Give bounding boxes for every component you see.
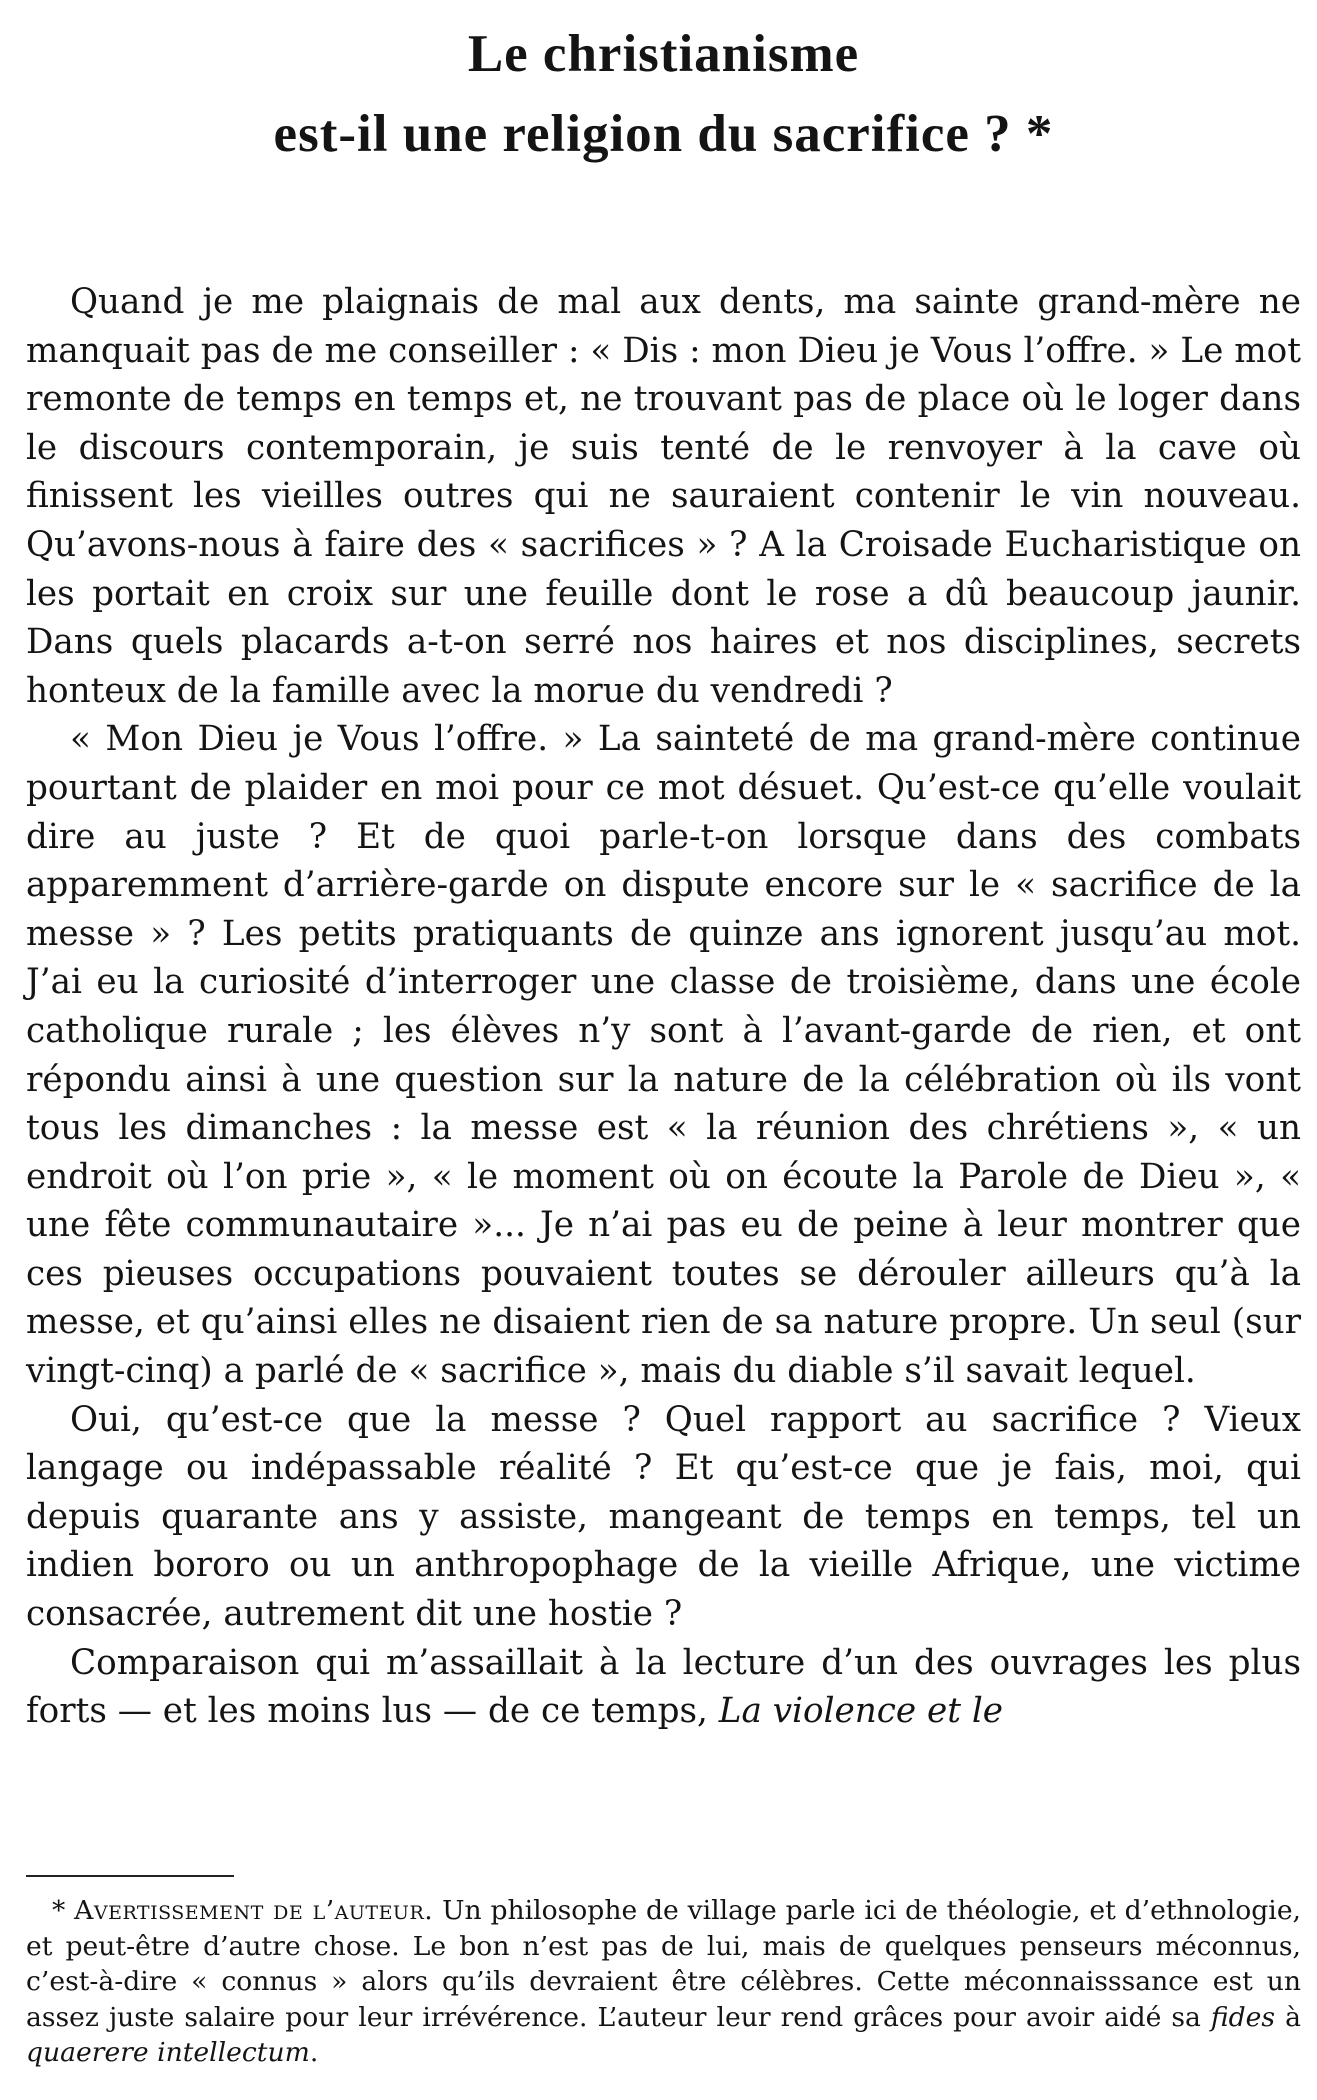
paragraph-4	[26, 1639, 1301, 1736]
title-line-1: Le christianisme	[467, 25, 860, 83]
paragraph-3: Oui, qu’est-ce que la messe ? Quel rapport au sacrifice ? Vieux langage ou indépassable réalité ? Et qu’est-ce que je fais, moi, qui depuis quarante ans y assiste, mangeant de temps en temps, tel un indien bororo ou un anthropophage de la vieille Afrique, une victime consacrée, autrement dit une hostie ?	[26, 1399, 1301, 1635]
paragraph-2: « Mon Dieu je Vous l’offre. » La sainteté de ma grand-mère continue pourtant de plaider en moi pour ce mot désuet. Qu’est-ce qu’elle voulait dire au juste ? Et de quoi parle-t-on lorsque dans des combats apparemment d’arrière-garde on dispute encore sur le « sacrifice de la messe » ? Les petits pratiquants de quinze ans ignorent jusqu’au mot. J’ai eu la curiosité d’interroger une classe de troisième, dans une école catholique rurale ; les élèves n’y sont à l’avant-garde de rien, et ont répondu ainsi à une question sur la nature de la célébration où ils vont tous les dimanches : la messe est « la réunion des chrétiens », « un endroit où l’on prie », « le moment où on écoute la Parole de Dieu », « une fête communautaire »... Je n’ai pas eu de peine à leur montrer que ces pieuses occupations pouvaient toutes se dérouler ailleurs qu’à la messe, et qu’ainsi elles ne disaient rien de sa nature propre. Un seul (sur vingt-cinq) a parlé de « sacrifice », mais du diable s’il savait lequel.	[26, 719, 1301, 1392]
footnote-text-a: à	[1285, 2001, 1301, 2033]
footnote-italic-quaerere: quaerere intellectum	[26, 2037, 310, 2068]
page	[26, 0, 1302, 2068]
article-title	[26, 14, 1301, 174]
footnote-label: Avertissement de l’auteur.	[74, 1895, 434, 1926]
paragraph-1: Quand je me plaignais de mal aux dents, ma sainte grand-mère ne manquait pas de me conseiller : « Dis : mon Dieu je Vous l’offre. » Le mot remonte de temps en temps et, ne trouvant pas de place où le loger dans le discours contemporain, je suis tenté de le renvoyer à la cave où finissent les vieilles outres qui ne sauraient contenir le vin nouveau. Qu’avons-nous à faire des « sacrifices » ? A la Croisade Eucharistique on les portait en croix sur une feuille dont le rose a dû beaucoup jaunir. Dans quels placards a-t-on serré nos haires et nos disciplines, secrets honteux de la famille avec la morue du vendredi ?	[26, 282, 1301, 711]
title-line-2: est-il une religion du sacrifice ? *	[273, 105, 1054, 163]
footnote-marker: *	[52, 1895, 66, 1926]
footnote	[26, 1893, 1301, 2071]
footnote-italic-fides: fides	[1210, 2001, 1276, 2033]
footnote-divider	[26, 1875, 234, 1877]
footnote-text: Un philosophe de village parle ici de théologie, et d’ethnologie, et peut-être d’autre chose. Le bon n’est pas de lui, mais de quelques penseurs méconnus, c’est-à-dire « connus » alors qu’ils devraient être célèbres. Cette méconnaisssance est un assez juste salaire pour leur irrévérence. L’auteur leur rend grâces pour avoir aidé sa	[26, 1895, 1302, 2033]
footnote-end: .	[309, 2037, 319, 2068]
book-title-italic: La violence et le	[718, 1691, 1003, 1732]
article-body	[26, 278, 1301, 1736]
paragraph-4-text: Comparaison qui m’assaillait à la lecture d’un des ouvrages les plus forts — et les moins lus — de ce temps,	[26, 1642, 1301, 1732]
